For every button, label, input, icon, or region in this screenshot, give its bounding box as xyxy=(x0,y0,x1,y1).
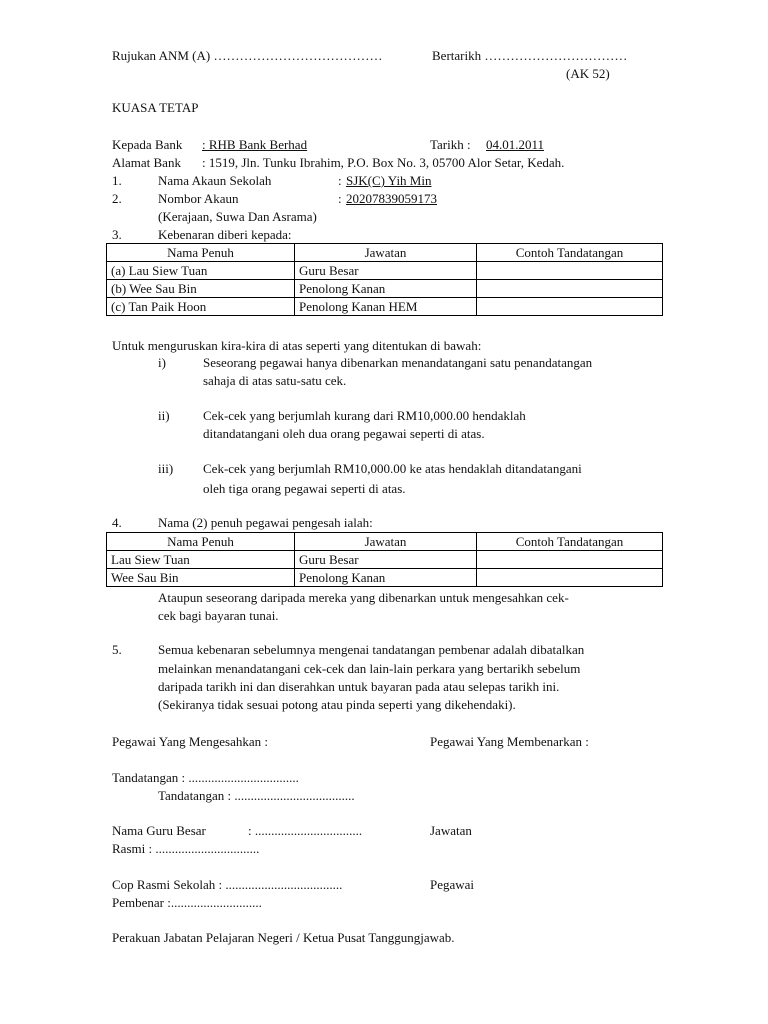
kepada-bank-label: Kepada Bank xyxy=(112,137,183,152)
cell-nama: Wee Sau Bin xyxy=(107,569,295,587)
item-3-label: Kebenaran diberi kepada: xyxy=(158,227,292,242)
rule-2-line-2: ditandatangani oleh dua orang pegawai seperti di atas. xyxy=(203,426,485,441)
cell-signature[interactable] xyxy=(477,551,663,569)
form-code: (AK 52) xyxy=(566,66,610,81)
item-4-note-line-2: cek bagi bayaran tunai. xyxy=(158,608,279,623)
item-5-line-2: melainkan menandatangani cek-cek dan lain-lain perkara yang bertarikh sebelum xyxy=(158,661,581,676)
item-5-line-3: daripada tarikh ini dan diserahkan untuk bayaran pada atau selepas tarikh ini. xyxy=(158,679,560,694)
tandatangan-left[interactable]: Tandatangan : .................................. xyxy=(112,770,299,785)
cell-jawatan: Guru Besar xyxy=(295,262,477,280)
item-5-line-4: (Sekiranya tidak sesuai potong atau pinda seperti yang dikehendaki). xyxy=(158,697,516,712)
page-title: KUASA TETAP xyxy=(112,100,199,115)
rule-3-line-1: Cek-cek yang berjumlah RM10,000.00 ke atas hendaklah ditandatangani xyxy=(203,461,582,476)
table-row xyxy=(107,262,663,280)
rule-3-number: iii) xyxy=(158,461,174,476)
table-header-row xyxy=(107,244,663,262)
rule-2-line-1: Cek-cek yang berjumlah kurang dari RM10,000.00 hendaklah xyxy=(203,408,526,423)
rules-intro: Untuk menguruskan kira-kira di atas seperti yang ditentukan di bawah: xyxy=(112,338,482,353)
item-5-line-1: Semua kebenaran sebelumnya mengenai tandatangan pembenar adalah dibatalkan xyxy=(158,642,585,657)
cell-signature[interactable] xyxy=(477,280,663,298)
cell-jawatan: Guru Besar xyxy=(295,551,477,569)
header-nama-penuh: Nama Penuh xyxy=(107,244,295,262)
header-jawatan: Jawatan xyxy=(295,533,477,551)
item-4-label: Nama (2) penuh pegawai pengesah ialah: xyxy=(158,515,373,530)
alamat-bank-value: : 1519, Jln. Tunku Ibrahim, P.O. Box No. 3, 05700 Alor Setar, Kedah. xyxy=(202,155,565,170)
rujukan-field: Rujukan ANM (A) ………………………………… xyxy=(112,48,383,63)
header-jawatan: Jawatan xyxy=(295,244,477,262)
item-2-number: 2. xyxy=(112,191,122,206)
tandatangan-right[interactable]: Tandatangan : ..................................... xyxy=(158,788,355,803)
table-row xyxy=(107,551,663,569)
table-row xyxy=(107,298,663,316)
rasmi-field[interactable]: Rasmi : ................................ xyxy=(112,841,260,856)
item-4-number: 4. xyxy=(112,515,122,530)
item-4-note-line-1: Ataupun seseorang daripada mereka yang dibenarkan untuk mengesahkan cek- xyxy=(158,590,569,605)
alamat-bank-label: Alamat Bank xyxy=(112,155,181,170)
item-1-label: Nama Akaun Sekolah xyxy=(158,173,272,188)
item-1-number: 1. xyxy=(112,173,122,188)
cell-nama: (a) Lau Siew Tuan xyxy=(107,262,295,280)
item-3-number: 3. xyxy=(112,227,122,242)
cell-signature[interactable] xyxy=(477,569,663,587)
pembenar-field[interactable]: Pembenar :............................ xyxy=(112,895,262,910)
item-5-number: 5. xyxy=(112,642,122,657)
pegawai-mengesahkan-heading: Pegawai Yang Mengesahkan : xyxy=(112,734,268,749)
item-2-label: Nombor Akaun xyxy=(158,191,239,206)
header-nama-penuh: Nama Penuh xyxy=(107,533,295,551)
table-row xyxy=(107,280,663,298)
cell-jawatan: Penolong Kanan HEM xyxy=(295,298,477,316)
rule-3-line-2: oleh tiga orang pegawai seperti di atas. xyxy=(203,481,406,496)
item-2-colon: : xyxy=(338,191,342,206)
header-contoh-tandatangan: Contoh Tandatangan xyxy=(477,244,663,262)
cell-nama: Lau Siew Tuan xyxy=(107,551,295,569)
cell-jawatan: Penolong Kanan xyxy=(295,569,477,587)
item-1-colon: : xyxy=(338,173,342,188)
nombor-akaun-value: 20207839059173 xyxy=(346,191,437,206)
header-contoh-tandatangan: Contoh Tandatangan xyxy=(477,533,663,551)
pegawai-label: Pegawai xyxy=(430,877,475,892)
table-row xyxy=(107,569,663,587)
rule-1-line-1: Seseorang pegawai hanya dibenarkan menandatangani satu penandatangan xyxy=(203,355,593,370)
nama-guru-besar-field[interactable]: : ................................. xyxy=(248,823,363,838)
kepada-bank-value: : RHB Bank Berhad xyxy=(202,137,308,152)
authorized-signatories-table xyxy=(106,243,663,316)
jawatan-label: Jawatan xyxy=(430,823,472,838)
pegawai-membenarkan-heading: Pegawai Yang Membenarkan : xyxy=(430,734,589,749)
tarikh-value: 04.01.2011 xyxy=(486,137,545,152)
bertarikh-field: Bertarikh …………………………… xyxy=(432,48,628,63)
nama-akaun-value: SJK(C) Yih Min xyxy=(346,173,432,188)
cell-signature[interactable] xyxy=(477,298,663,316)
cell-jawatan: Penolong Kanan xyxy=(295,280,477,298)
item-2-note: (Kerajaan, Suwa Dan Asrama) xyxy=(158,209,317,224)
cell-nama: (b) Wee Sau Bin xyxy=(107,280,295,298)
cop-rasmi-field[interactable]: Cop Rasmi Sekolah : .................................... xyxy=(112,877,343,892)
nama-guru-besar-label: Nama Guru Besar xyxy=(112,823,206,838)
cell-signature[interactable] xyxy=(477,262,663,280)
rule-1-line-2: sahaja di atas satu-satu cek. xyxy=(203,373,347,388)
table-header-row xyxy=(107,533,663,551)
rule-1-number: i) xyxy=(158,355,166,370)
cell-nama: (c) Tan Paik Hoon xyxy=(107,298,295,316)
verifying-officers-table xyxy=(106,532,663,587)
tarikh-label: Tarikh : xyxy=(430,137,471,152)
footer-perakuan: Perakuan Jabatan Pelajaran Negeri / Ketua Pusat Tanggungjawab. xyxy=(112,930,455,945)
rule-2-number: ii) xyxy=(158,408,170,423)
